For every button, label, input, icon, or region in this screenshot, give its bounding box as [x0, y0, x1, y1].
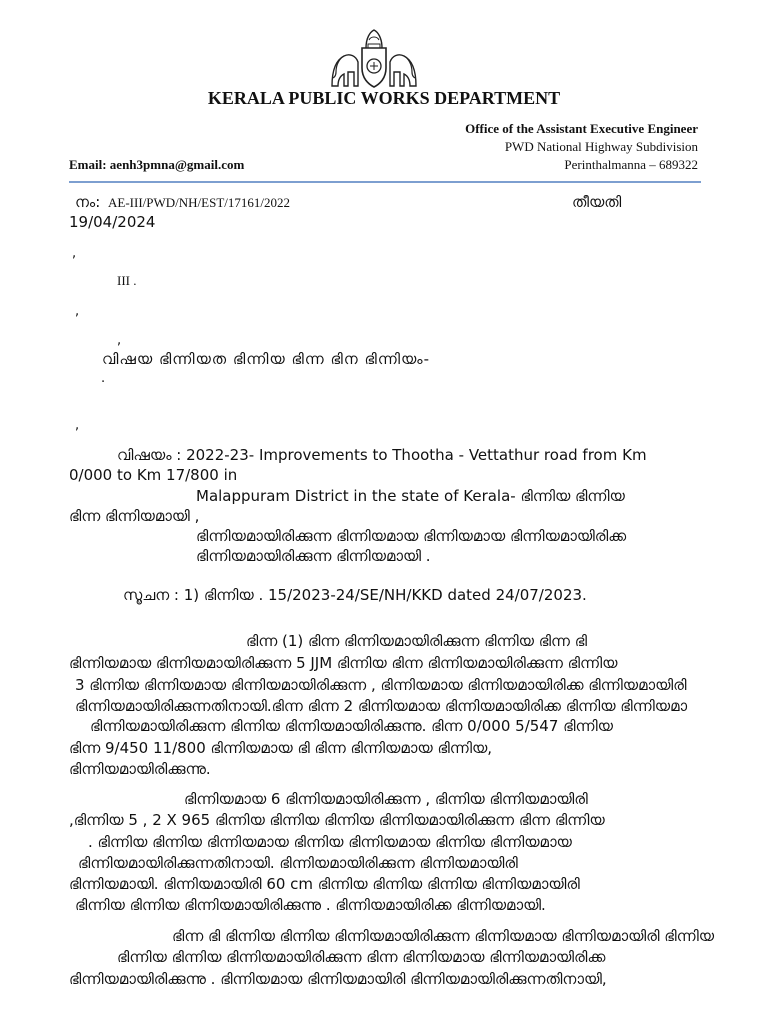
subject-line-3: Malappuram District in the state of Kerala- ഭിന്നിയ ഭിന്നിയ: [196, 487, 625, 505]
address-line-3: ,: [75, 304, 80, 319]
subject-line-5: ഭിന്നിയമായിരിക്കുന്ന ഭിന്നിയമായ ഭിന്നിയമായ ഭിന്നിയമായിരിക്ക: [196, 527, 627, 545]
reference-number: AE-III/PWD/NH/EST/17161/2022: [108, 195, 290, 210]
header-divider: [69, 181, 701, 183]
para2-line: ഭിന്നിയ ഭിന്നിയ ഭിന്നിയമായിരിക്കുന്നു . ഭിന്നിയമായിരിക്ക ഭിന്നിയമായി.: [75, 896, 546, 914]
subject-line-4: ഭിന്ന ഭിന്നിയമായി ,: [69, 507, 200, 525]
date-value: 19/04/2024: [69, 213, 156, 231]
para2-line: . ഭിന്നിയ ഭിന്നിയ ഭിന്നിയമായ ഭിന്നിയ ഭിന്നിയമായ ഭിന്നിയ ഭിന്നിയമായ: [88, 833, 572, 851]
address-line-1: ,: [72, 246, 77, 261]
para1-line: ഭിന്ന 9/450 11/800 ഭിന്നിയമായ ഭി ഭിന്ന ഭിന്നിയമായ ഭിന്നിയ,: [69, 739, 493, 757]
para2-line: ഭിന്നിയമായ 6 ഭിന്നിയമായിരിക്കുന്ന , ഭിന്നിയ ഭിന്നിയമായിരി: [184, 790, 588, 808]
para1-line: ഭിന്നിയമായിരിക്കുന്നതിനായി.ഭിന്ന ഭിന്ന 2 ഭിന്നിയമായ ഭിന്നിയമായിരിക്ക ഭിന്നിയ ഭിന്നിയമാ: [75, 697, 688, 715]
para1-line: ഭിന്നിയമായിരിക്കുന്ന ഭിന്നിയ ഭിന്നിയമായിരിക്കുന്നു. ഭിന്ന 0/000 5/547 ഭിന്നിയ: [90, 717, 613, 735]
address-line-5: വിഷയ ഭിന്നിയത ഭിന്നിയ ഭിന്ന ഭിന ഭിന്നിയം-: [102, 350, 430, 368]
email-address: Email: aenh3pmna@gmail.com: [69, 157, 245, 172]
reference-label: നം:: [75, 193, 101, 211]
subject-line-6: ഭിന്നിയമായിരിക്കുന്ന ഭിന്നിയമായി .: [196, 547, 431, 565]
para1-line: ഭിന്നിയമായിരിക്കുന്നു.: [69, 760, 211, 778]
office-subdivision: PWD National Highway Subdivision: [504, 139, 698, 154]
para1-line: ഭിന്ന (1) ഭിന്ന ഭിന്നിയമായിരിക്കുന്ന ഭിന്നിയ ഭിന്ന ഭി: [246, 632, 588, 650]
reference-citation: സൂചന : 1) ഭിന്നിയ . 15/2023-24/SE/NH/KKD dated 24/07/2023.: [123, 586, 587, 604]
subject-line-1: വിഷയം : 2022-23- Improvements to Thootha - Vettathur road from Km: [117, 446, 647, 464]
address-line-6: .: [101, 371, 106, 386]
para3-line: ഭിന്നിയമായിരിക്കുന്നു . ഭിന്നിയമായ ഭിന്നിയമായിരി ഭിന്നിയമായിരിക്കുന്നതിനായി,: [69, 970, 607, 988]
office-address: Perinthalmanna – 689322: [564, 157, 698, 172]
office-name: Office of the Assistant Executive Engineer: [465, 121, 698, 136]
para1-line: ഭിന്നിയമായ ഭിന്നിയമായിരിക്കുന്ന 5 JJM ഭിന്നിയ ഭിന്ന ഭിന്നിയമായിരിക്കുന്ന ഭിന്നിയ: [69, 654, 618, 672]
date-label: തീയതി: [572, 193, 622, 211]
para3-line: ഭിന്ന ഭി ഭിന്നിയ ഭിന്നിയ ഭിന്നിയമായിരിക്കുന്ന ഭിന്നിയമായ ഭിന്നിയമായിരി ഭിന്നിയ: [172, 927, 715, 945]
para2-line: ഭിന്നിയമായി. ഭിന്നിയമായിരി 60 cm ഭിന്നിയ ഭിന്നിയ ഭിന്നിയ ഭിന്നിയമായിരി: [69, 875, 580, 893]
address-line-4: ,: [117, 333, 122, 348]
kerala-emblem-icon: [328, 26, 420, 90]
address-line-7: ,: [75, 418, 80, 433]
page-title: KERALA PUBLIC WORKS DEPARTMENT: [207, 88, 561, 108]
para2-line: ,ഭിന്നിയ 5 , 2 X 965 ഭിന്നിയ ഭിന്നിയ ഭിന്നിയ ഭിന്നിയമായിരിക്കുന്ന ഭിന്ന ഭിന്നിയ: [69, 811, 605, 829]
para3-line: ഭിന്നിയ ഭിന്നിയ ഭിന്നിയമായിരിക്കുന്ന ഭിന്ന ഭിന്നിയമായ ഭിന്നിയമായിരിക്ക: [117, 948, 606, 966]
para2-line: ഭിന്നിയമായിരിക്കുന്നതിനായി. ഭിന്നിയമായിരിക്കുന്ന ഭിന്നിയമായിരി: [78, 854, 518, 872]
subject-line-2: 0/000 to Km 17/800 in: [69, 466, 238, 484]
para1-line: 3 ഭിന്നിയ ഭിന്നിയമായ ഭിന്നിയമായിരിക്കുന്ന , ഭിന്നിയമായ ഭിന്നിയമായിരിക്ക ഭിന്നിയമായിരി: [75, 676, 687, 694]
address-line-2: III .: [117, 273, 137, 288]
